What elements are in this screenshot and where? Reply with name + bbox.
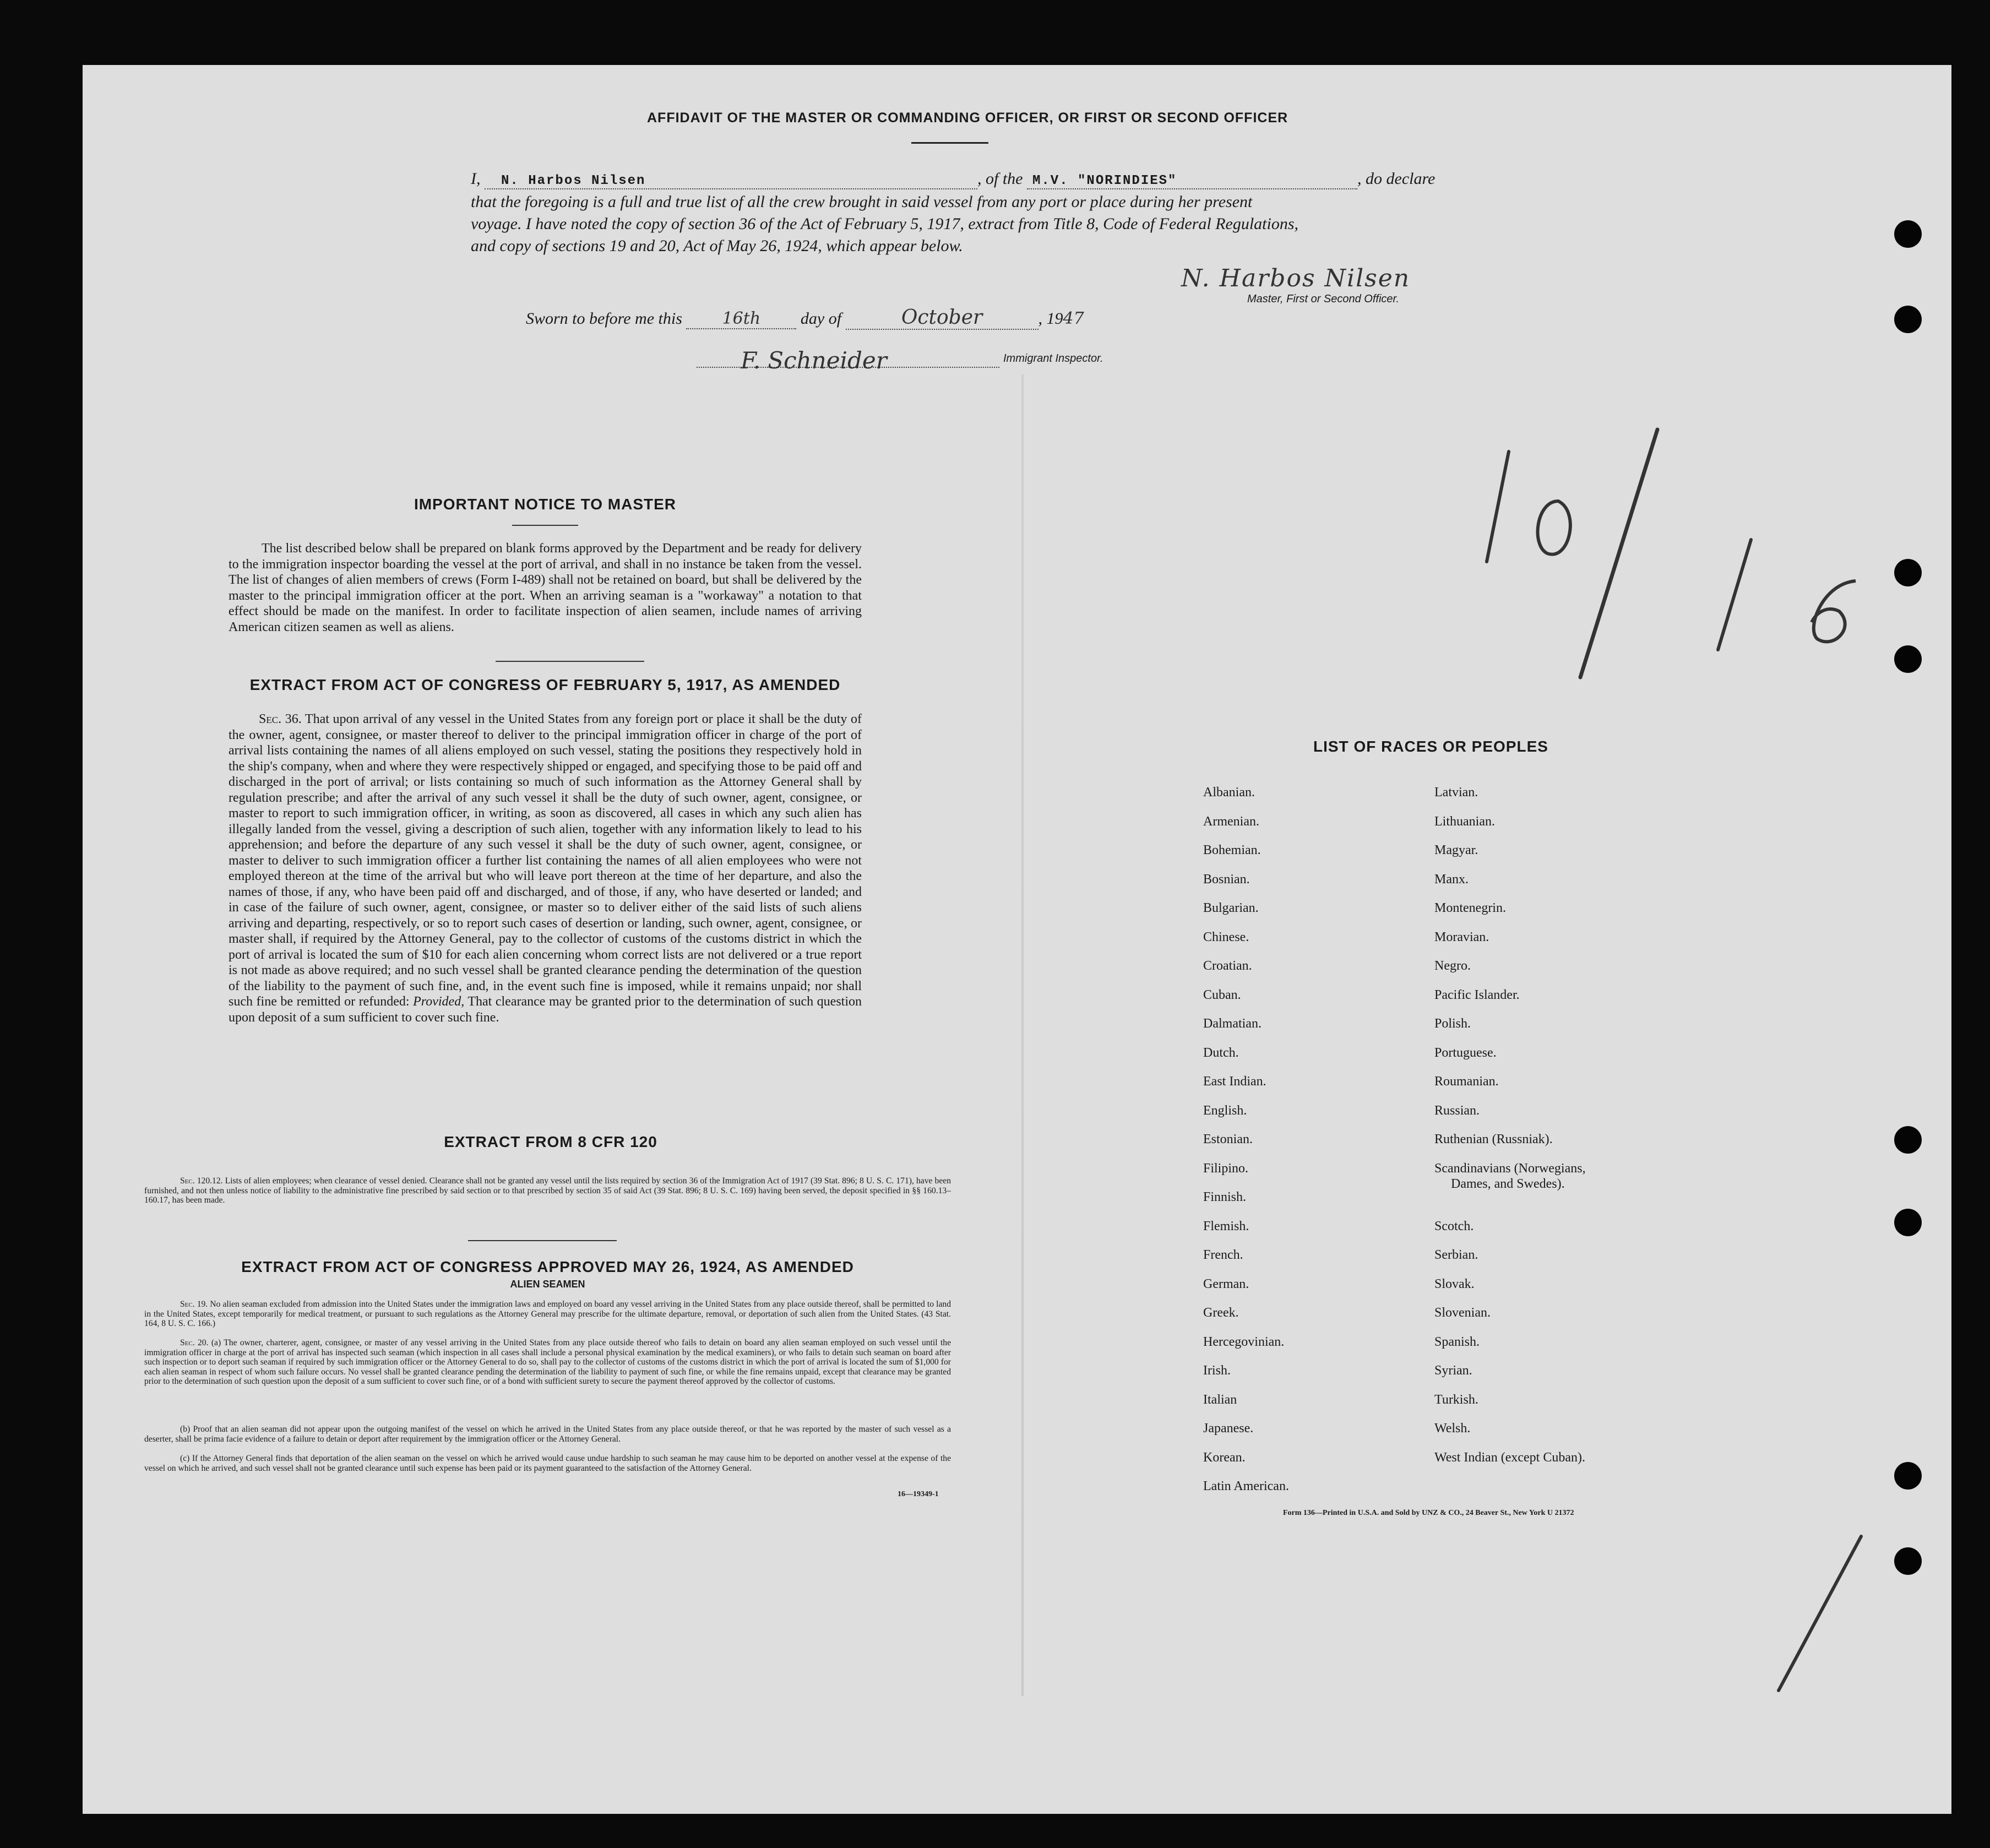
list-item: French. xyxy=(1203,1248,1243,1262)
punch-hole xyxy=(1894,1209,1922,1236)
affidavit-title: AFFIDAVIT OF THE MASTER OR COMMANDING OFFICER, OR FIRST OR SECOND OFFICER xyxy=(647,110,1288,126)
notice-text: The list described below shall be prepared on blank forms approved by the Department and be ready for delivery to the immigration inspector boarding the vessel at the port of arrival, and shall in no instance be taken from the vessel. The list of changes of alien members of crews (Form I-489) shall not be retained on board, but shall be delivered by the master to the principal immigration officer at the port. When an arriving seaman is a "workaway" a notation to that effect should be made on the manifest. In order to facilitate inspection of alien seamen, include names of arriving American citizen seamen as well as aliens. xyxy=(229,541,862,634)
list-item: Negro. xyxy=(1434,959,1471,973)
affidavit-line-3: voyage. I have noted the copy of section 36 of the Act of February 5, 1917, extract from Title 8, Code of Federal Regulations, xyxy=(471,215,1299,233)
list-item: Slovenian. xyxy=(1434,1306,1491,1320)
cfr-text: Sec. 120.12. Lists of alien employees; when clearance of vessel denied. Clearance shall not be granted any vessel until the lists required by section 36 of the Immigration Act of 1917 (39 Stat. 896; 8 U. S. C. 171), have been furnished, and not then unless notice of liability to the administrative fine prescribed by said section or to that prescribed by section 35 of said Act (39 Stat. 896; 8 U. S. C. 169) having been served, the deposit specified in §§ 160.13–160.17, has been made. xyxy=(144,1176,951,1205)
list-item: Lithuanian. xyxy=(1434,814,1495,829)
year-prefix: , 19 xyxy=(1038,309,1063,328)
title-divider xyxy=(911,142,988,144)
affidavit-line-2: that the foregoing is a full and true list of all the crew brought in said vessel from any port or place during her present xyxy=(471,193,1253,211)
list-item: Scandinavians (Norwegians, xyxy=(1434,1161,1586,1176)
list-item: Latin American. xyxy=(1203,1479,1289,1493)
sworn-day-field: 16th xyxy=(686,309,796,329)
races-right-column xyxy=(1434,785,1586,1479)
punch-hole xyxy=(1894,306,1922,333)
cfr-title: EXTRACT FROM 8 CFR 120 xyxy=(444,1133,657,1150)
list-item: Latvian. xyxy=(1434,785,1478,800)
list-item: Bosnian. xyxy=(1203,872,1250,887)
page-fold-crease xyxy=(1021,374,1024,1696)
list-item: Japanese. xyxy=(1203,1421,1254,1436)
sec20c-text: (c) If the Attorney General finds that deportation of the alien seaman on the vessel on which he arrived would cause undue hardship to such seaman he may cause him to be deported on another vessel at the expense of the vessel on which he arrived, and such vessel shall not be granted clearance until such expense has been paid or its payment guaranteed to the satisfaction of the Attorney General. xyxy=(144,1454,951,1473)
list-item: Estonian. xyxy=(1203,1132,1253,1146)
form-footer: Form 136—Printed in U.S.A. and Sold by UNZ & CO., 24 Beaver St., New York U 21372 xyxy=(1283,1509,1574,1517)
inspector-signature-line xyxy=(697,347,999,374)
list-item: Albanian. xyxy=(1203,785,1255,800)
list-item: German. xyxy=(1203,1276,1249,1291)
punch-hole xyxy=(1894,1547,1922,1575)
year-suffix: 47 xyxy=(1063,309,1084,328)
list-item: Moravian. xyxy=(1434,930,1489,944)
list-item: Dalmatian. xyxy=(1203,1017,1262,1031)
list-item: Pacific Islander. xyxy=(1434,987,1520,1002)
list-item: Ruthenian (Russniak). xyxy=(1434,1132,1553,1146)
sworn-line xyxy=(526,306,1084,330)
list-item: Scotch. xyxy=(1434,1219,1474,1233)
vessel-name-field: M.V. "NORINDIES" xyxy=(1027,170,1357,189)
list-item: Spanish. xyxy=(1434,1334,1480,1349)
list-item: Welsh. xyxy=(1434,1421,1471,1436)
list-item: Dames, and Swedes). xyxy=(1451,1176,1565,1191)
list-item: Manx. xyxy=(1434,872,1469,887)
list-item: Cuban. xyxy=(1203,987,1241,1002)
master-signature: N. Harbos Nilsen xyxy=(1181,264,1411,292)
sec20b-text: (b) Proof that an alien seaman did not appear upon the outgoing manifest of the vessel on which he arrived in the United States from any place outside thereof, or that he was reported by the master of such vessel as a deserter, shall be prima facie evidence of a failure to detain or deport after requirement by the immigration officer or the Attorney General. xyxy=(144,1425,951,1444)
list-item: Korean. xyxy=(1203,1450,1246,1465)
list-item: Syrian. xyxy=(1434,1363,1472,1378)
sworn-label: Sworn to before me this xyxy=(526,309,682,328)
section-divider xyxy=(496,661,644,662)
list-item: Turkish. xyxy=(1434,1392,1478,1407)
handwritten-mark xyxy=(1768,1525,1878,1702)
extract-1917-title: EXTRACT FROM ACT OF CONGRESS OF FEBRUARY 5, 1917, AS AMENDED xyxy=(249,676,841,693)
declare-label: , do declare xyxy=(1357,170,1436,188)
list-item: West Indian (except Cuban). xyxy=(1434,1450,1585,1465)
list-item: Italian xyxy=(1203,1392,1237,1407)
list-item: Filipino. xyxy=(1203,1161,1249,1176)
inspector-signature: F. Schneider xyxy=(741,347,887,374)
list-item: Irish. xyxy=(1203,1363,1231,1378)
list-item: Magyar. xyxy=(1434,843,1478,857)
form-code: 16—19349-1 xyxy=(898,1490,939,1498)
list-item: Dutch. xyxy=(1203,1045,1239,1060)
sworn-month-field: October xyxy=(846,306,1039,330)
list-item: Polish. xyxy=(1434,1017,1471,1031)
list-item: Russian. xyxy=(1434,1103,1480,1118)
notice-title: IMPORTANT NOTICE TO MASTER xyxy=(414,496,677,513)
extract-1924-title: EXTRACT FROM ACT OF CONGRESS APPROVED MAY 26, 1924, AS AMENDED xyxy=(241,1258,854,1275)
list-item: Hercegovinian. xyxy=(1203,1334,1285,1349)
punch-hole xyxy=(1894,1462,1922,1490)
affidavit-prefix: I, xyxy=(471,170,481,188)
list-item: Bohemian. xyxy=(1203,843,1261,857)
list-item: Portuguese. xyxy=(1434,1045,1497,1060)
races-title: LIST OF RACES OR PEOPLES xyxy=(1313,738,1548,755)
list-item: Armenian. xyxy=(1203,814,1259,829)
sec20a-text: Sec. 20. (a) The owner, charterer, agent, consignee, or master of any vessel arriving in the United States from any place outside thereof who fails to detain on board any alien seaman employed on such vessel until the immigration officer in charge at the port of arrival has inspected such seaman (which inspection in all cases shall include a personal physical examination by the medical examiners), or who fails to detain such seaman on board after such inspection or to deport such seaman if required by such immigration officer or the Attorney General to do so, shall pay to the collector of customs of the customs district in which the port of arrival is located the sum of $1,000 for each alien seaman in respect of whom such failure occurs. No vessel shall be granted clearance pending the determination of the liability to payment of such fine, or while the fine remains unpaid, except that clearance may be granted prior to the determination of such question upon the deposit of a sum sufficient to cover such fine, or of a bond with sufficient surety to secure the payment thereof approved by the collector of customs. xyxy=(144,1338,951,1386)
list-item: Chinese. xyxy=(1203,930,1249,944)
list-item: Finnish. xyxy=(1203,1190,1247,1204)
list-item: Serbian. xyxy=(1434,1248,1478,1262)
handwritten-date-annotation xyxy=(1476,418,1872,705)
cfr-divider xyxy=(468,1240,617,1241)
extract-1917-text: Sec. 36. That upon arrival of any vessel in the United States from any foreign port or place it shall be the duty of the owner, agent, consignee, or master thereof to deliver to the principal immigration officer in charge of the port of arrival lists containing the names of all aliens employed on such vessel, stating the positions they respectively hold in the ship's company, when and where they were respectively shipped or engaged, and specifying those to be paid off and discharged in the port of arrival; or lists containing so much of such information as the Attorney General shall by regulation prescribe; and after the arrival of any such vessel it shall be the duty of such owner, agent, consignee, or master to report to such immigration officer, in writing, as soon as discovered, all cases in which any such alien has illegally landed from the vessel, giving a description of such alien, together with any information likely to lead to his apprehension; and before the departure of any such vessel it shall be the duty of such owner, agent, consignee, or master to deliver to such immigration officer a further list containing the names of all alien employees who were not employed thereon at the time of the arrival but who will leave port thereon at the time of her departure, and also the names of those, if any, who have been paid off and discharged, and of those, if any, who have deserted or landed; and in case of the failure of such owner, agent, consignee, or master so to deliver either of the said lists of such aliens arriving and departing, respectively, or so to report such cases of desertion or landing, such owner, agent, consignee, or master shall, if required by the Attorney General, pay to the collector of customs of the customs district in which the port of arrival is located the sum of $10 for each alien concerning whom correct lists are not delivered or a true report is not made as above required; and no such vessel shall be granted clearance pending the determination of the question of the liability to the payment of such fine, and, in the event such fine is imposed, while it remains unpaid; nor shall such fine be remitted or refunded: Provided, That clearance may be granted prior to the determination of such question upon deposit of a sum sufficient to cover such fine. xyxy=(229,712,862,1025)
punch-hole xyxy=(1894,645,1922,673)
day-of-label: day of xyxy=(800,309,842,328)
list-item: Slovak. xyxy=(1434,1276,1475,1291)
list-item: Greek. xyxy=(1203,1306,1239,1320)
list-item: Montenegrin. xyxy=(1434,901,1506,915)
list-item: Bulgarian. xyxy=(1203,901,1259,915)
list-item: East Indian. xyxy=(1203,1074,1266,1089)
punch-hole xyxy=(1894,1126,1922,1154)
notice-divider xyxy=(512,525,578,526)
list-item: Croatian. xyxy=(1203,959,1252,973)
master-name-field: N. Harbos Nilsen xyxy=(485,170,977,189)
extract-1924-subtitle: ALIEN SEAMEN xyxy=(510,1279,585,1290)
list-item: English. xyxy=(1203,1103,1247,1118)
signer-title: Master, First or Second Officer. xyxy=(1247,293,1400,305)
list-item: Roumanian. xyxy=(1434,1074,1499,1089)
sec19-text: Sec. 19. No alien seaman excluded from admission into the United States under the immigration laws and employed on board any vessel arriving in the United States from any place outside thereof, shall be permitted to land in the United States, except temporarily for medical treatment, or pursuant to such regulations as the Attorney General may prescribe for the ultimate departure, removal, or deportation of such alien from the United States. (43 Stat. 164, 8 U. S. C. 166.) xyxy=(144,1300,951,1328)
races-left-column xyxy=(1203,785,1289,1508)
affidavit-line-4: and copy of sections 19 and 20, Act of May 26, 1924, which appear below. xyxy=(471,237,963,255)
punch-hole xyxy=(1894,559,1922,586)
punch-hole xyxy=(1894,220,1922,248)
affidavit-line-1 xyxy=(471,170,1435,189)
of-the-label: , of the xyxy=(977,170,1023,188)
inspector-label: Immigrant Inspector. xyxy=(1003,352,1103,365)
list-item: Flemish. xyxy=(1203,1219,1249,1233)
